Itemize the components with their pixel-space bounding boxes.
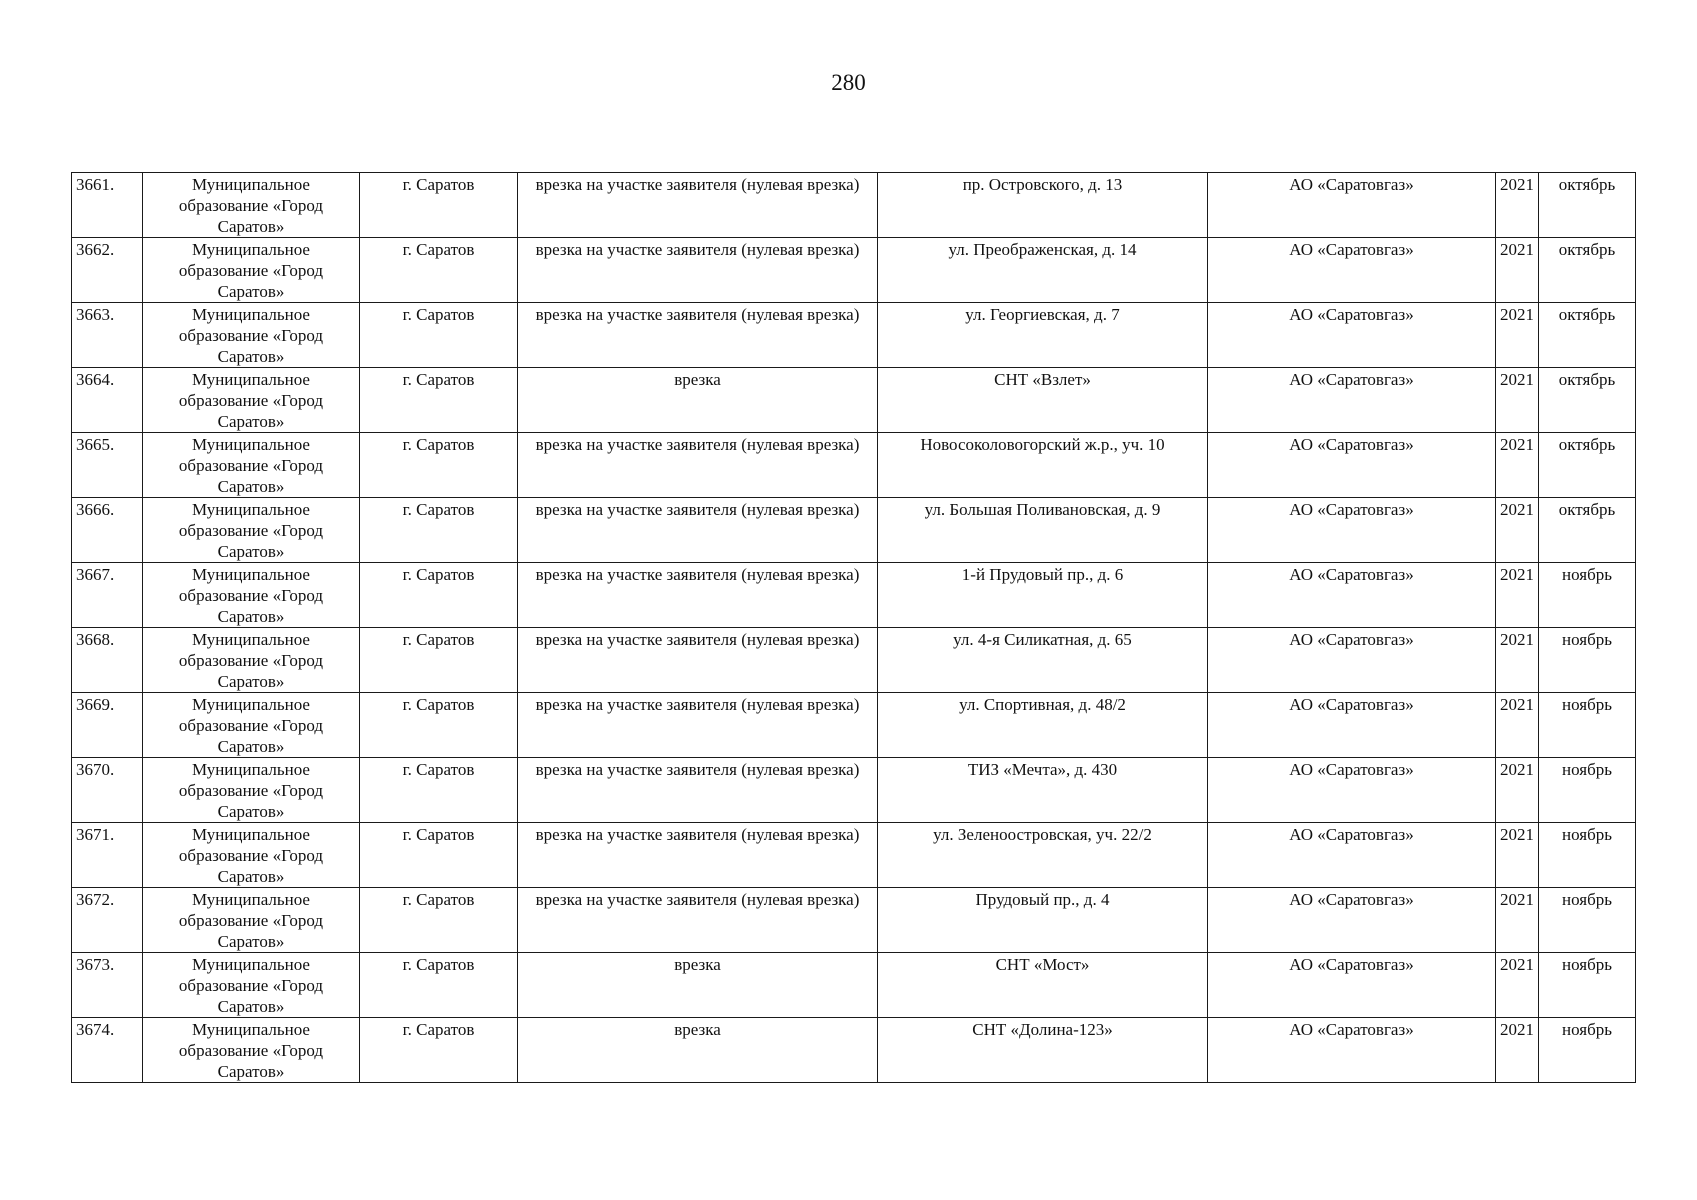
address-cell: ул. Преображенская, д. 14: [878, 238, 1208, 303]
month-cell: октябрь: [1539, 238, 1636, 303]
year-cell: 2021: [1496, 628, 1539, 693]
table-row: [72, 888, 1636, 953]
table-row: [72, 303, 1636, 368]
table-row: [72, 498, 1636, 563]
row-number: 3674.: [72, 1018, 143, 1083]
month-cell: ноябрь: [1539, 563, 1636, 628]
organization-cell: АО «Саратовгаз»: [1208, 823, 1496, 888]
row-number: 3669.: [72, 693, 143, 758]
city-cell: г. Саратов: [360, 238, 518, 303]
year-cell: 2021: [1496, 823, 1539, 888]
city-cell: г. Саратов: [360, 368, 518, 433]
month-cell: октябрь: [1539, 368, 1636, 433]
city-cell: г. Саратов: [360, 173, 518, 238]
work-type-cell: врезка на участке заявителя (нулевая врезка): [518, 303, 878, 368]
year-cell: 2021: [1496, 758, 1539, 823]
organization-cell: АО «Саратовгаз»: [1208, 953, 1496, 1018]
address-cell: СНТ «Мост»: [878, 953, 1208, 1018]
year-cell: 2021: [1496, 693, 1539, 758]
organization-cell: АО «Саратовгаз»: [1208, 498, 1496, 563]
city-cell: г. Саратов: [360, 498, 518, 563]
work-type-cell: врезка на участке заявителя (нулевая врезка): [518, 173, 878, 238]
organization-cell: АО «Саратовгаз»: [1208, 693, 1496, 758]
month-cell: ноябрь: [1539, 953, 1636, 1018]
work-type-cell: врезка: [518, 1018, 878, 1083]
table-row: [72, 823, 1636, 888]
city-cell: г. Саратов: [360, 888, 518, 953]
page-number: 280: [831, 70, 866, 95]
city-cell: г. Саратов: [360, 953, 518, 1018]
address-cell: Прудовый пр., д. 4: [878, 888, 1208, 953]
municipality-cell: Муниципальное образование «Город Саратов»: [143, 1018, 360, 1083]
municipality-cell: Муниципальное образование «Город Саратов»: [143, 953, 360, 1018]
address-cell: ул. Зеленоостровская, уч. 22/2: [878, 823, 1208, 888]
address-cell: ул. Георгиевская, д. 7: [878, 303, 1208, 368]
work-type-cell: врезка на участке заявителя (нулевая врезка): [518, 888, 878, 953]
row-number: 3671.: [72, 823, 143, 888]
municipality-cell: Муниципальное образование «Город Саратов»: [143, 888, 360, 953]
year-cell: 2021: [1496, 433, 1539, 498]
organization-cell: АО «Саратовгаз»: [1208, 368, 1496, 433]
municipality-cell: Муниципальное образование «Город Саратов»: [143, 758, 360, 823]
municipality-cell: Муниципальное образование «Город Саратов»: [143, 693, 360, 758]
table-row: [72, 238, 1636, 303]
work-type-cell: врезка: [518, 953, 878, 1018]
work-type-cell: врезка на участке заявителя (нулевая врезка): [518, 498, 878, 563]
organization-cell: АО «Саратовгаз»: [1208, 173, 1496, 238]
year-cell: 2021: [1496, 1018, 1539, 1083]
table-row: [72, 953, 1636, 1018]
city-cell: г. Саратов: [360, 823, 518, 888]
city-cell: г. Саратов: [360, 433, 518, 498]
table-row: [72, 563, 1636, 628]
row-number: 3667.: [72, 563, 143, 628]
month-cell: октябрь: [1539, 173, 1636, 238]
municipality-cell: Муниципальное образование «Город Саратов»: [143, 823, 360, 888]
city-cell: г. Саратов: [360, 628, 518, 693]
organization-cell: АО «Саратовгаз»: [1208, 433, 1496, 498]
work-type-cell: врезка на участке заявителя (нулевая врезка): [518, 238, 878, 303]
organization-cell: АО «Саратовгаз»: [1208, 303, 1496, 368]
city-cell: г. Саратов: [360, 303, 518, 368]
address-cell: ул. 4-я Силикатная, д. 65: [878, 628, 1208, 693]
organization-cell: АО «Саратовгаз»: [1208, 888, 1496, 953]
table-row: [72, 1018, 1636, 1083]
year-cell: 2021: [1496, 303, 1539, 368]
registry-table: [71, 172, 1636, 1083]
month-cell: ноябрь: [1539, 823, 1636, 888]
month-cell: ноябрь: [1539, 758, 1636, 823]
work-type-cell: врезка на участке заявителя (нулевая врезка): [518, 693, 878, 758]
table-row: [72, 173, 1636, 238]
municipality-cell: Муниципальное образование «Город Саратов»: [143, 368, 360, 433]
work-type-cell: врезка: [518, 368, 878, 433]
work-type-cell: врезка на участке заявителя (нулевая врезка): [518, 823, 878, 888]
month-cell: ноябрь: [1539, 628, 1636, 693]
address-cell: пр. Островского, д. 13: [878, 173, 1208, 238]
work-type-cell: врезка на участке заявителя (нулевая врезка): [518, 433, 878, 498]
municipality-cell: Муниципальное образование «Город Саратов»: [143, 628, 360, 693]
row-number: 3664.: [72, 368, 143, 433]
year-cell: 2021: [1496, 953, 1539, 1018]
year-cell: 2021: [1496, 888, 1539, 953]
year-cell: 2021: [1496, 173, 1539, 238]
table-row: [72, 628, 1636, 693]
month-cell: ноябрь: [1539, 1018, 1636, 1083]
month-cell: ноябрь: [1539, 888, 1636, 953]
year-cell: 2021: [1496, 368, 1539, 433]
city-cell: г. Саратов: [360, 693, 518, 758]
table-row: [72, 368, 1636, 433]
address-cell: Новосоколовогорский ж.р., уч. 10: [878, 433, 1208, 498]
year-cell: 2021: [1496, 498, 1539, 563]
table-row: [72, 693, 1636, 758]
month-cell: октябрь: [1539, 303, 1636, 368]
organization-cell: АО «Саратовгаз»: [1208, 758, 1496, 823]
address-cell: ул. Большая Поливановская, д. 9: [878, 498, 1208, 563]
city-cell: г. Саратов: [360, 563, 518, 628]
organization-cell: АО «Саратовгаз»: [1208, 628, 1496, 693]
table-row: [72, 433, 1636, 498]
work-type-cell: врезка на участке заявителя (нулевая врезка): [518, 628, 878, 693]
row-number: 3670.: [72, 758, 143, 823]
municipality-cell: Муниципальное образование «Город Саратов»: [143, 303, 360, 368]
month-cell: октябрь: [1539, 498, 1636, 563]
row-number: 3662.: [72, 238, 143, 303]
organization-cell: АО «Саратовгаз»: [1208, 1018, 1496, 1083]
municipality-cell: Муниципальное образование «Город Саратов»: [143, 238, 360, 303]
municipality-cell: Муниципальное образование «Город Саратов»: [143, 173, 360, 238]
address-cell: ТИЗ «Мечта», д. 430: [878, 758, 1208, 823]
month-cell: ноябрь: [1539, 693, 1636, 758]
row-number: 3673.: [72, 953, 143, 1018]
address-cell: ул. Спортивная, д. 48/2: [878, 693, 1208, 758]
municipality-cell: Муниципальное образование «Город Саратов»: [143, 433, 360, 498]
row-number: 3665.: [72, 433, 143, 498]
year-cell: 2021: [1496, 238, 1539, 303]
city-cell: г. Саратов: [360, 1018, 518, 1083]
organization-cell: АО «Саратовгаз»: [1208, 563, 1496, 628]
row-number: 3672.: [72, 888, 143, 953]
city-cell: г. Саратов: [360, 758, 518, 823]
municipality-cell: Муниципальное образование «Город Саратов»: [143, 498, 360, 563]
organization-cell: АО «Саратовгаз»: [1208, 238, 1496, 303]
work-type-cell: врезка на участке заявителя (нулевая врезка): [518, 758, 878, 823]
municipality-cell: Муниципальное образование «Город Саратов»: [143, 563, 360, 628]
row-number: 3663.: [72, 303, 143, 368]
table-row: [72, 758, 1636, 823]
month-cell: октябрь: [1539, 433, 1636, 498]
table-body: [72, 173, 1636, 1083]
row-number: 3661.: [72, 173, 143, 238]
year-cell: 2021: [1496, 563, 1539, 628]
work-type-cell: врезка на участке заявителя (нулевая врезка): [518, 563, 878, 628]
address-cell: СНТ «Долина-123»: [878, 1018, 1208, 1083]
address-cell: СНТ «Взлет»: [878, 368, 1208, 433]
row-number: 3666.: [72, 498, 143, 563]
address-cell: 1-й Прудовый пр., д. 6: [878, 563, 1208, 628]
row-number: 3668.: [72, 628, 143, 693]
